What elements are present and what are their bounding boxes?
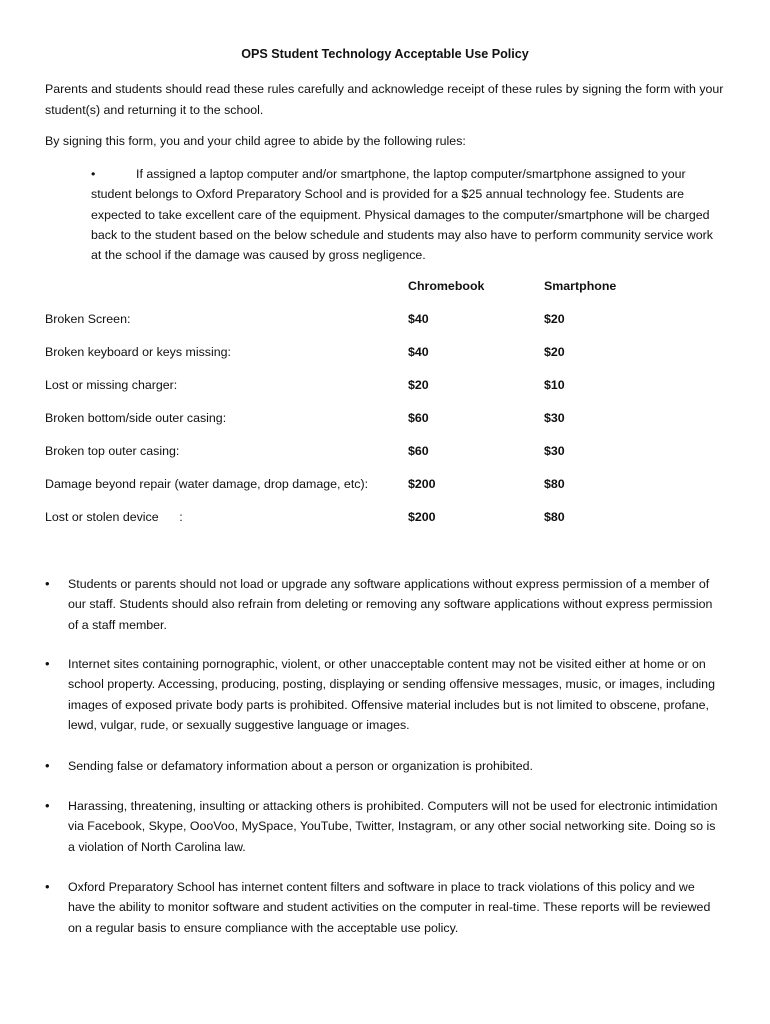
fee-label: Broken top outer casing:: [45, 444, 180, 458]
rule-text: Oxford Preparatory School has internet content filters and software in place to track violations of this policy and we have the ability to monitor software and student activities on the computer in real-time. These reports will be reviewed on a regular basis to ensure compliance with the acceptable use policy.: [68, 880, 711, 935]
fee-label: Broken Screen:: [45, 312, 131, 326]
header-chromebook: Chromebook: [408, 279, 485, 293]
fee-chromebook: $200: [408, 510, 436, 524]
fee-chromebook: $20: [408, 378, 429, 392]
fee-chromebook: $40: [408, 312, 429, 326]
fee-row: [45, 378, 685, 398]
bullet-marker: •: [45, 656, 50, 671]
fee-chromebook: $200: [408, 477, 436, 491]
fee-label: Broken bottom/side outer casing:: [45, 411, 227, 425]
rule-text: Sending false or defamatory information about a person or organization is prohibited.: [68, 759, 533, 773]
fee-row: [45, 477, 685, 497]
fee-label: Broken keyboard or keys missing:: [45, 345, 231, 359]
laptop-rule: [91, 164, 721, 265]
rule-text: Internet sites containing pornographic, violent, or other unacceptable content may not be visited either at home or on school property. Accessing, producing, posting, displaying or sending offensive messages, music, or images, including images of exposed private body parts is prohibited. Offensive material includes but is not limited to obscene, profane, lewd, vulgar, rude, or sexually suggestive language or images.: [68, 657, 715, 732]
fee-smartphone: $10: [544, 378, 565, 392]
fee-label: Lost or stolen device :: [45, 510, 183, 524]
header-smartphone: Smartphone: [544, 279, 617, 293]
document-title: OPS Student Technology Acceptable Use Policy: [241, 47, 529, 61]
rule-text: Harassing, threatening, insulting or attacking others is prohibited. Computers will not be used for electronic intimidation via Facebook, Skype, OooVoo, MySpace, YouTube, Twitter, Instagram, or any other social networking site. Doing so is a violation of North Carolina law.: [68, 799, 718, 854]
fee-chromebook: $40: [408, 345, 429, 359]
fee-smartphone: $30: [544, 444, 565, 458]
bullet-marker: •: [45, 798, 50, 813]
fee-row: [45, 312, 685, 332]
fee-smartphone: $30: [544, 411, 565, 425]
bullet-marker: •: [45, 576, 50, 591]
fee-row: [45, 345, 685, 365]
fee-chromebook: $60: [408, 411, 429, 425]
bullet-marker: •: [91, 167, 96, 181]
fee-smartphone: $20: [544, 345, 565, 359]
fee-label: Damage beyond repair (water damage, drop damage, etc):: [45, 477, 369, 491]
fee-row: [45, 444, 685, 464]
bullet-marker: •: [45, 758, 50, 773]
rule-text: Students or parents should not load or upgrade any software applications without express permission of a member of our staff. Students should also refrain from deleting or removing any software applications without express permission of a staff member.: [68, 577, 713, 632]
fee-smartphone: $80: [544, 510, 565, 524]
bullet-marker: •: [45, 879, 50, 894]
fee-row: [45, 411, 685, 431]
fee-row: [45, 510, 685, 530]
laptop-rule-text: If assigned a laptop computer and/or smartphone, the laptop computer/smartphone assigned to your student belongs to Oxford Preparatory School and is provided for a $25 annual technology fee. Students are expected to take excellent care of the equipment. Physical damages to the computer/smartphone will be charged back to the student based on the below schedule and students may also have to perform community service work at the school if the damage was caused by gross negligence.: [91, 167, 713, 263]
agreement-paragraph: By signing this form, you and your child agree to abide by the following rules:: [45, 134, 466, 148]
intro-paragraph: Parents and students should read these rules carefully and acknowledge receipt of these rules by signing the form with your student(s) and returning it to the school.: [45, 82, 724, 117]
fee-chromebook: $60: [408, 444, 429, 458]
fee-smartphone: $20: [544, 312, 565, 326]
fee-label: Lost or missing charger:: [45, 378, 178, 392]
fee-smartphone: $80: [544, 477, 565, 491]
